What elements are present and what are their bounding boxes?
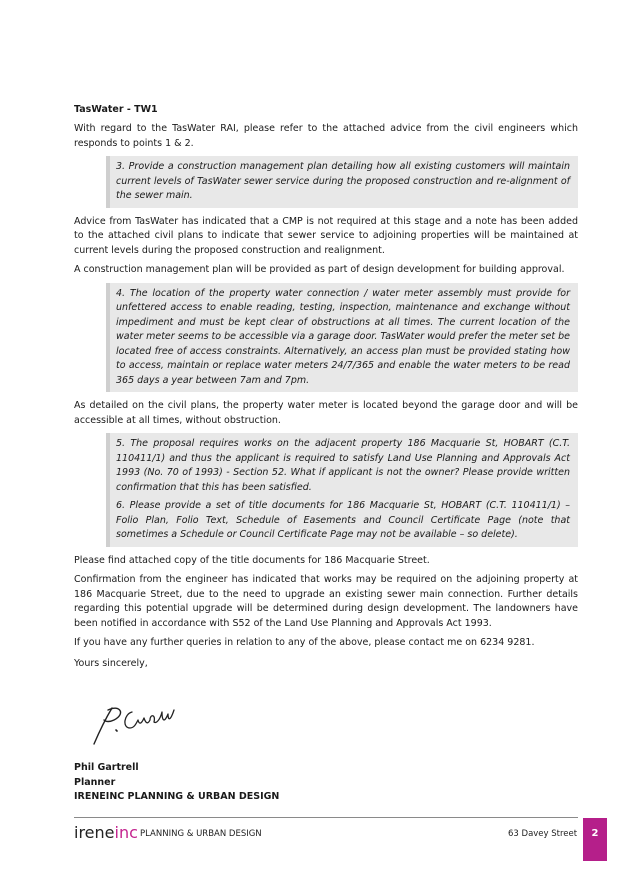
paragraph: Confirmation from the engineer has indicated that works may be required on the adjoining property at 186 Macquarie Street, due to the need to upgrade an existing sewer main connection. Further details regarding this potential upgrade will be determined during design development. The landowners have been notified in accordance with S52 of the Land Use Planning and Approvals Act 1993. bbox=[74, 574, 578, 629]
section-heading: TasWater - TW1 bbox=[74, 104, 158, 115]
signer-title: Planner bbox=[74, 776, 116, 788]
paragraph: Advice from TasWater has indicated that a CMP is not required at this stage and a note has been added to the attached civil plans to indicate that sewer service to adjoining properties will be maintained at current levels during the proposed construction and realignment. bbox=[74, 215, 578, 256]
signature-image bbox=[86, 700, 181, 748]
page-number: 2 bbox=[591, 828, 599, 839]
quoted-request bbox=[106, 156, 578, 208]
quoted-request bbox=[106, 283, 578, 393]
footer-tagline: PLANNING & URBAN DESIGN bbox=[140, 829, 262, 839]
signoff-block bbox=[74, 761, 279, 805]
paragraph: With regard to the TasWater RAI, please refer to the attached advice from the civil engineers which responds to points 1 & 2. bbox=[74, 123, 578, 149]
signer-name: Phil Gartrell bbox=[74, 762, 139, 773]
quote-text: 6. Please provide a set of title documents for 186 Macquarie St, HOBART (C.T. 110411/1) – Folio Plan, Folio Text, Schedule of Easements and Council Certificate Page (note that sometimes a Schedule or Council Certificate Page may not be available – so delete). bbox=[116, 500, 570, 540]
footer-address: 63 Davey Street bbox=[508, 829, 578, 839]
closing: Yours sincerely, bbox=[74, 657, 148, 669]
logo-plain: irene bbox=[74, 823, 115, 842]
paragraph: Please find attached copy of the title documents for 186 Macquarie Street. bbox=[74, 554, 430, 566]
quote-text: 4. The location of the property water connection / water meter assembly must provide for unfettered access to enable reading, testing, inspection, maintenance and exchange without impediment and must be kept clear of obstructions at all times. The current location of the water meter seems to be accessible via a garage door. TasWater would prefer the meter set be located free of access constraints. Alternatively, an access plan must be provided stating how to access, maintain or replace water meters 24/7/365 and enable the water meters to be read 365 days a year between 7am and 7pm. bbox=[116, 287, 570, 386]
paragraph: As detailed on the civil plans, the property water meter is located beyond the garage door and will be accessible at all times, without obstruction. bbox=[74, 400, 578, 426]
logo-accent: inc bbox=[114, 823, 138, 842]
footer-divider bbox=[74, 817, 578, 818]
page-number-badge bbox=[583, 818, 607, 861]
footer-logo bbox=[74, 823, 138, 843]
quote-text: 5. The proposal requires works on the adjacent property 186 Macquarie St, HOBART (C.T. 110411/1) and thus the applicant is required to satisfy Land Use Planning and Approvals Act 1993 (No. 70 of 1993) - Section 52. What if applicant is not the owner? Please provide written confirmation that this has been satisfied. bbox=[116, 438, 570, 493]
quoted-request bbox=[106, 433, 578, 547]
signer-company: IRENEINC PLANNING & URBAN DESIGN bbox=[74, 791, 280, 802]
letter-body bbox=[74, 103, 578, 676]
quote-text: 3. Provide a construction management plan detailing how all existing customers will maintain current levels of TasWater sewer service during the proposed construction and re-alignment of the sewer main. bbox=[116, 161, 570, 201]
paragraph: If you have any further queries in relation to any of the above, please contact me on 6234 9281. bbox=[74, 637, 535, 648]
paragraph: A construction management plan will be provided as part of design development for building approval. bbox=[74, 264, 565, 275]
